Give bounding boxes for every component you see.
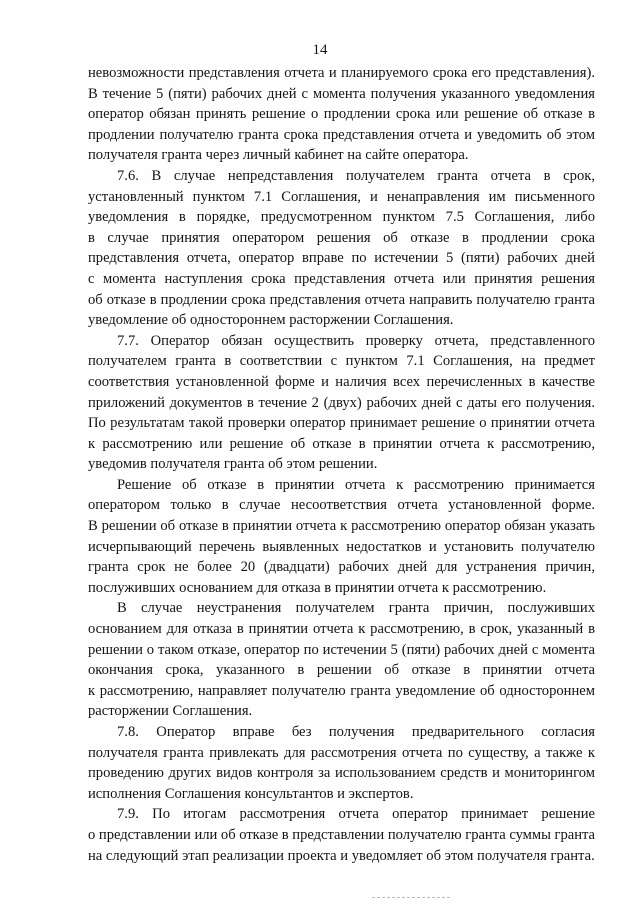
text-line: 7.7. Оператор обязан осуществить проверку отчета, представленного (117, 332, 595, 349)
text-line: Решение об отказе в принятии отчета к рассмотрению принимается (117, 476, 595, 493)
text-line: продлении получателю гранта срока представления отчета и уведомить об этом (88, 126, 595, 143)
document-body (88, 63, 595, 866)
page-number: 14 (312, 42, 328, 58)
paragraph-7-8 (88, 722, 595, 804)
text-line: оператор обязан принять решение о продлении срока или решение об отказе в (88, 106, 595, 123)
text-line: об отказе в продлении срока представления отчета направить получателю гранта (88, 291, 595, 308)
text-line: В течение 5 (пяти) рабочих дней с момента получения указанного уведомления (88, 85, 595, 102)
text-line: на следующий этап реализации проекта и уведомляет об этом получателя гранта. (88, 847, 595, 864)
text-line: основанием для отказа в принятии отчета к рассмотрению, в срок, указанный в (88, 621, 595, 638)
text-line: оператором только в случае несоответствия отчета установленной форме. (88, 497, 595, 514)
text-line: расторжении Соглашения. (88, 703, 253, 720)
text-line: проведению других видов контроля за использованием средств и мониторингом (88, 765, 595, 782)
paragraph-7-6 (88, 166, 595, 331)
text-line: решении о таком отказе, оператор по истечении 5 (пяти) рабочих дней с момента (88, 641, 595, 658)
text-line: 7.9. По итогам рассмотрения отчета оператор принимает решение (117, 806, 595, 823)
paragraph-continuation (88, 63, 595, 166)
text-line: послуживших основанием для отказа в принятии отчета к рассмотрению. (88, 579, 547, 596)
text-line: к рассмотрению, направляет получателю гранта уведомление об одностороннем (88, 682, 595, 699)
text-line: в случае принятия оператором решения об отказе в продлении срока (88, 229, 595, 246)
text-line: представления отчета, оператор вправе по истечении 5 (пяти) рабочих дней (88, 250, 595, 267)
text-line: окончания срока, указанного в решении об отказе в принятии отчета (88, 662, 595, 679)
text-line: уведомление об одностороннем расторжении Соглашения. (88, 312, 454, 329)
paragraph-7-7 (88, 331, 595, 475)
text-line: к рассмотрению или решение об отказе в принятии отчета к рассмотрению, (88, 435, 595, 452)
text-line: В решении об отказе в принятии отчета к рассмотрению оператор обязан указать (88, 518, 595, 535)
text-line: соответствия установленной форме и наличия всех перечисленных в качестве (88, 373, 595, 390)
text-line: приложений документов в течение 2 (двух) рабочих дней с даты его получения. (88, 394, 595, 411)
text-line: получателя гранта привлекать для рассмотрения отчета по существу, а также к (88, 744, 595, 761)
paragraph-non-elimination (88, 598, 595, 722)
text-line: По результатам такой проверки оператор принимает решение о принятии отчета (88, 415, 595, 432)
text-line: исполнения Соглашения консультантов и экспертов. (88, 785, 414, 802)
text-line: уведомив получателя гранта об этом решении. (88, 456, 378, 473)
text-line: уведомления в порядке, предусмотренном пунктом 7.5 Соглашения, либо (88, 209, 595, 226)
text-line: установленный пунктом 7.1 Соглашения, и ненаправления им письменного (88, 188, 595, 205)
text-line: гранта срок не более 20 (двадцати) рабочих дней для устранения причин, (88, 559, 595, 576)
paragraph-refusal-decision (88, 475, 595, 599)
text-line: невозможности представления отчета и планируемого срока его представления). (88, 65, 595, 81)
text-line: с момента наступления срока представления отчета или принятия решения (88, 270, 595, 287)
text-line: исчерпывающий перечень выявленных недостатков и установить получателю (88, 538, 595, 555)
text-line: 7.6. В случае непредставления получателем гранта отчета в срок, (117, 167, 595, 184)
paragraph-7-9 (88, 804, 595, 866)
text-line: о представлении или об отказе в представлении получателю гранта суммы гранта (88, 826, 595, 843)
text-line: получателем гранта в соответствии с пунктом 7.1 Соглашения, на предмет (88, 353, 595, 370)
scan-artifact (372, 897, 450, 900)
text-line: 7.8. Оператор вправе без получения предварительного согласия (117, 724, 595, 740)
text-line: получателя гранта через личный кабинет на сайте оператора. (88, 147, 469, 164)
text-line: В случае неустранения получателем гранта причин, послуживших (117, 600, 595, 617)
